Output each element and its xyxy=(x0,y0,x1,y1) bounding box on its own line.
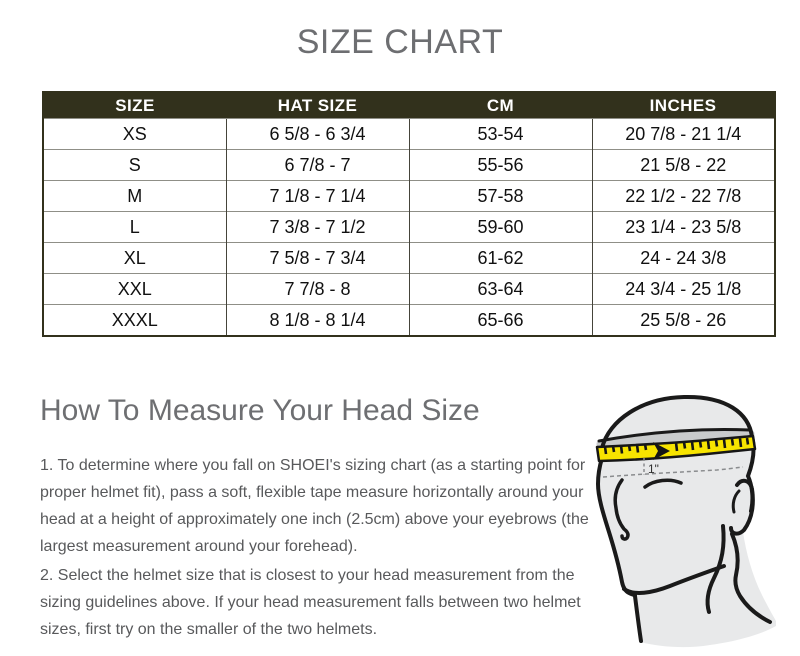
table-row xyxy=(43,212,775,243)
table-row xyxy=(43,274,775,305)
inches-cell: 25 5/8 - 26 xyxy=(592,305,775,337)
size-cell: XXXL xyxy=(43,305,226,337)
table-row xyxy=(43,119,775,150)
inches-cell: 24 3/4 - 25 1/8 xyxy=(592,274,775,305)
cm-cell: 63-64 xyxy=(409,274,592,305)
column-header-inches: INCHES xyxy=(592,92,775,119)
hat-cell: 7 1/8 - 7 1/4 xyxy=(226,181,409,212)
cm-cell: 55-56 xyxy=(409,150,592,181)
table-header-row xyxy=(43,92,775,119)
size-cell: S xyxy=(43,150,226,181)
table-row xyxy=(43,181,775,212)
inches-cell: 24 - 24 3/8 xyxy=(592,243,775,274)
column-header-size: SIZE xyxy=(43,92,226,119)
inches-cell: 21 5/8 - 22 xyxy=(592,150,775,181)
tape-height-label: 1" xyxy=(648,462,659,476)
section-heading: How To Measure Your Head Size xyxy=(40,394,480,427)
size-chart-table xyxy=(42,91,776,337)
size-cell: M xyxy=(43,181,226,212)
hat-cell: 8 1/8 - 8 1/4 xyxy=(226,305,409,337)
hat-cell: 7 3/8 - 7 1/2 xyxy=(226,212,409,243)
size-cell: L xyxy=(43,212,226,243)
head-measurement-illustration xyxy=(582,390,798,656)
cm-cell: 65-66 xyxy=(409,305,592,337)
table-row xyxy=(43,243,775,274)
inches-cell: 22 1/2 - 22 7/8 xyxy=(592,181,775,212)
cm-cell: 59-60 xyxy=(409,212,592,243)
hat-cell: 7 5/8 - 7 3/4 xyxy=(226,243,409,274)
inches-cell: 23 1/4 - 23 5/8 xyxy=(592,212,775,243)
hat-cell: 6 7/8 - 7 xyxy=(226,150,409,181)
size-cell: XL xyxy=(43,243,226,274)
hat-cell: 6 5/8 - 6 3/4 xyxy=(226,119,409,150)
measure-step-1: 1. To determine where you fall on SHOEI's sizing chart (as a starting point for proper helmet fit), pass a soft, flexible tape measure horizontally around your head at a height of approximately one inch (2.5cm) above your eyebrows (the largest measurement around your forehead). xyxy=(40,457,589,555)
size-cell: XXL xyxy=(43,274,226,305)
measure-step-2: 2. Select the helmet size that is closest to your head measurement from the sizing guidelines above. If your head measurement falls between two helmet sizes, first try on the smaller of the two helmets. xyxy=(40,567,581,638)
cm-cell: 53-54 xyxy=(409,119,592,150)
size-cell: XS xyxy=(43,119,226,150)
column-header-hat-size: HAT SIZE xyxy=(226,92,409,119)
cm-cell: 57-58 xyxy=(409,181,592,212)
column-header-cm: CM xyxy=(409,92,592,119)
inches-cell: 20 7/8 - 21 1/4 xyxy=(592,119,775,150)
hat-cell: 7 7/8 - 8 xyxy=(226,274,409,305)
table-row xyxy=(43,150,775,181)
table-row xyxy=(43,305,775,337)
page-title: SIZE CHART xyxy=(296,23,504,61)
cm-cell: 61-62 xyxy=(409,243,592,274)
